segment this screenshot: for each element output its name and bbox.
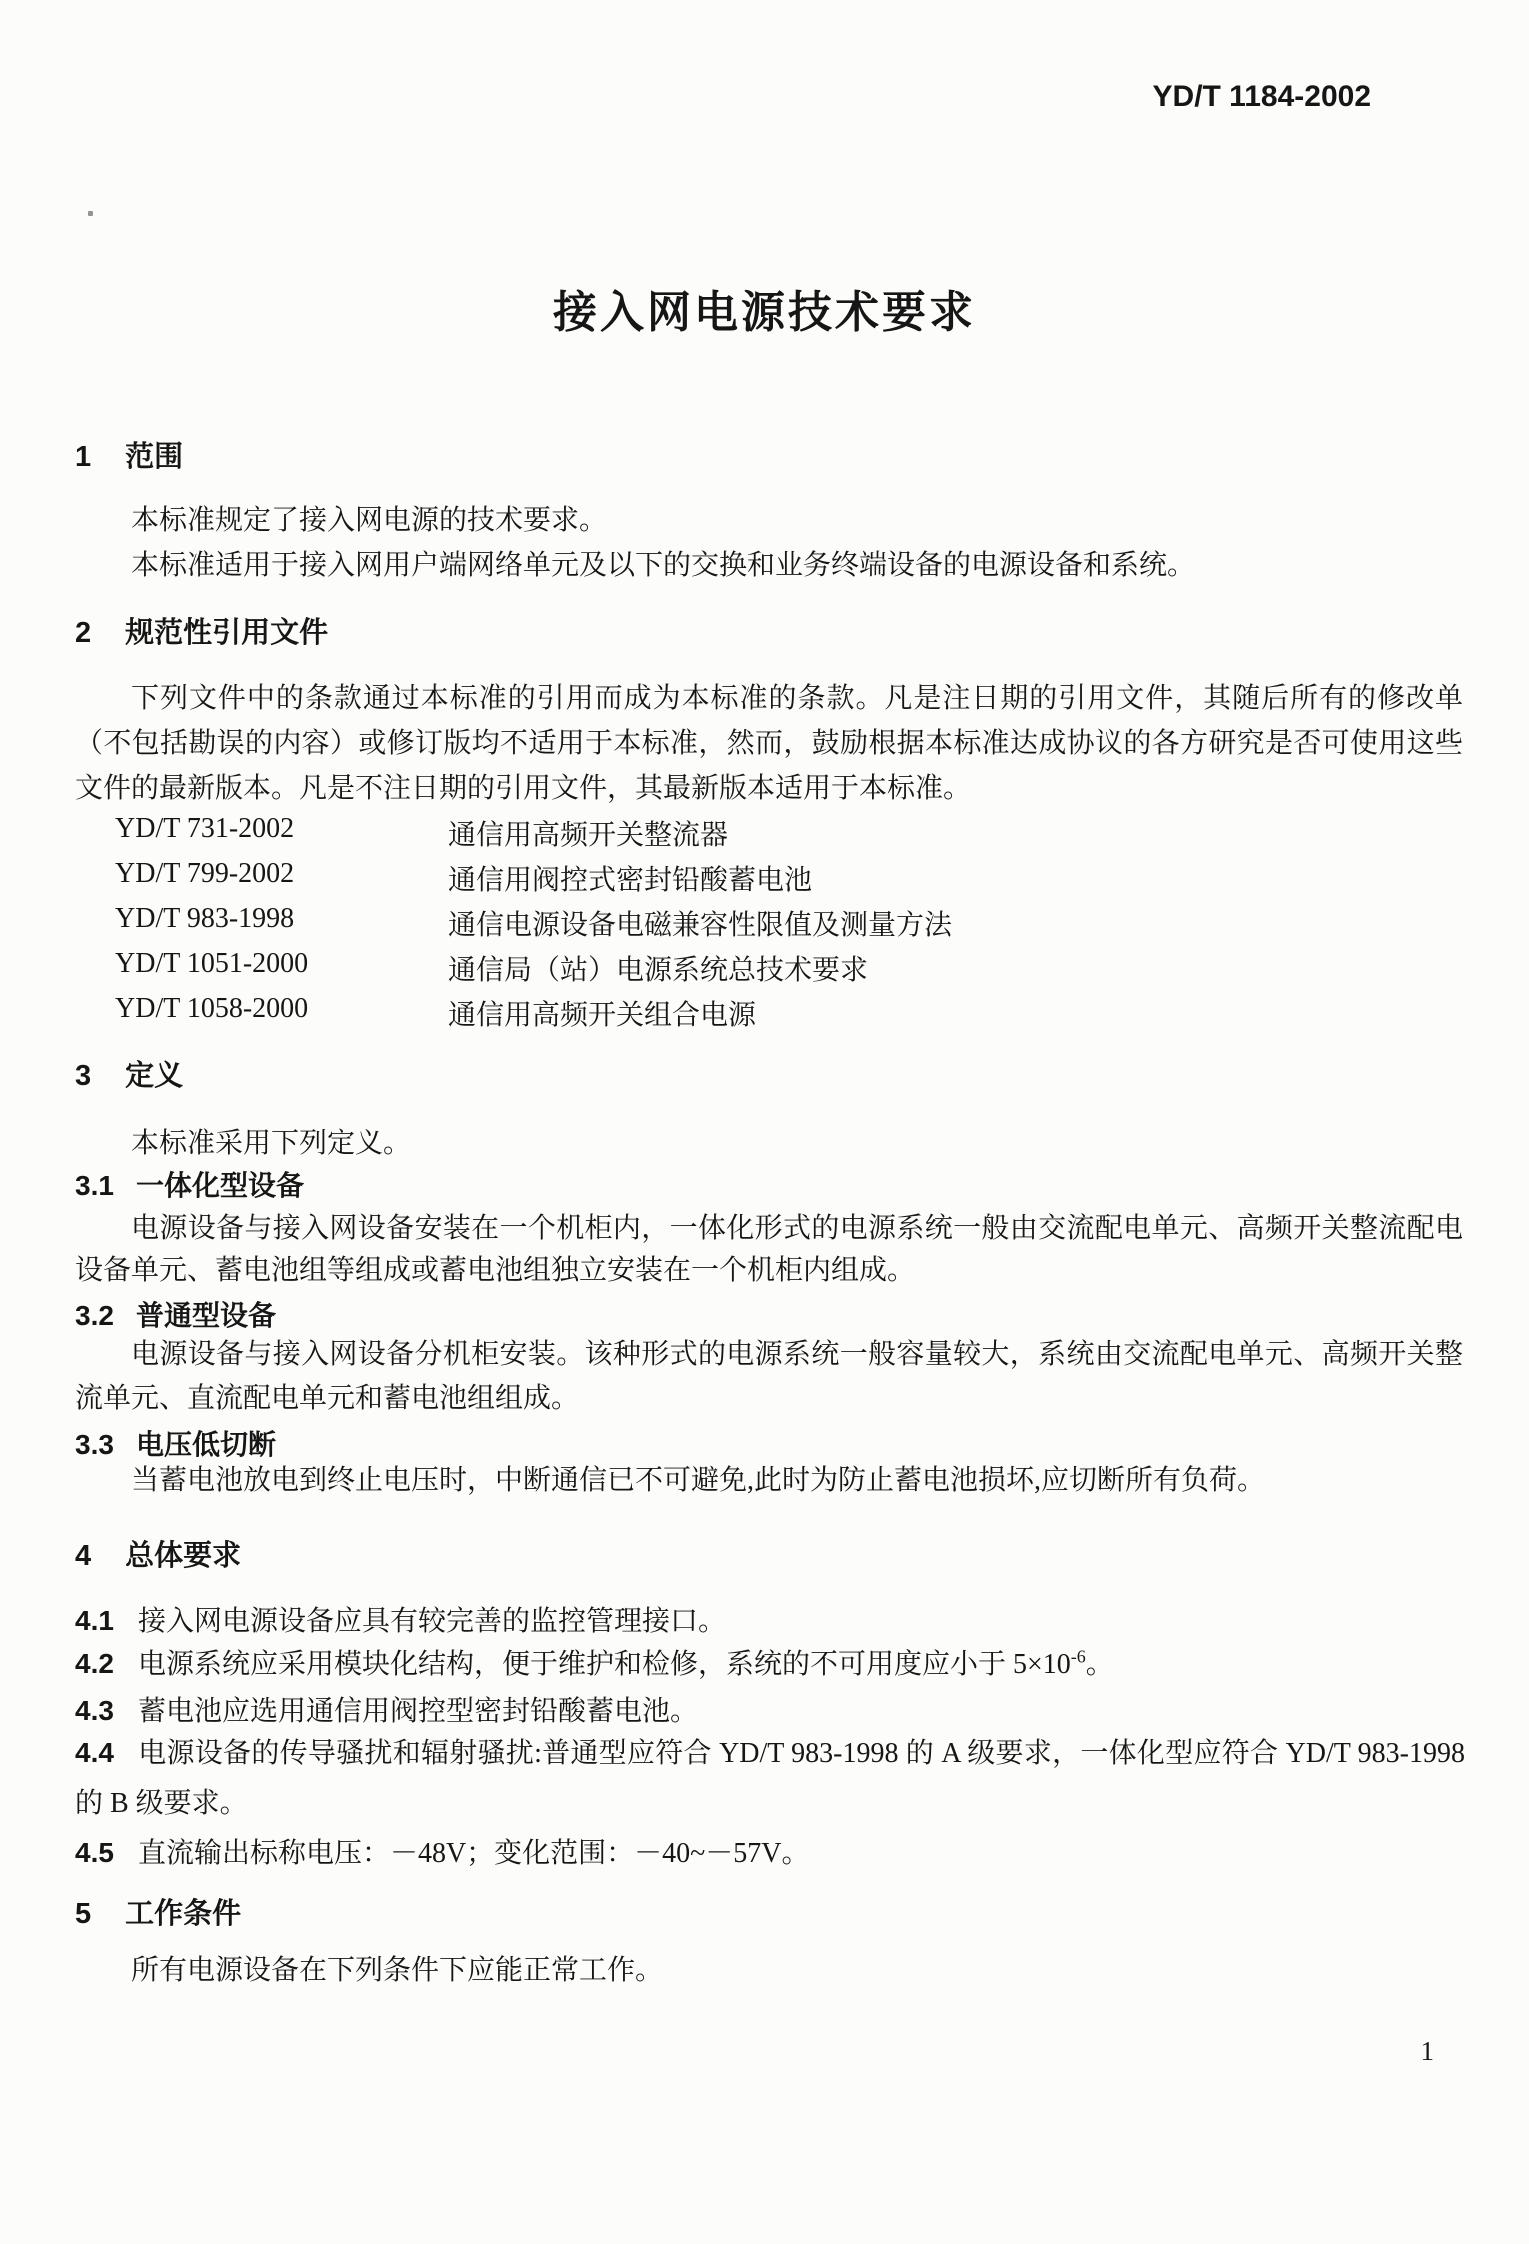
- reference-code: YD/T 1058-2000: [115, 993, 309, 1024]
- reference-code: YD/T 1051-2000: [115, 948, 309, 979]
- clause-4-2: [75, 1641, 1465, 1688]
- subsection-3-2-number: 3.2: [75, 1300, 114, 1331]
- clause-4-1-number: 4.1: [75, 1605, 114, 1636]
- clause-4-2-number: 4.2: [75, 1648, 114, 1679]
- reference-title: 通信用高频开关组合电源: [448, 1000, 757, 1031]
- section-5-number: 5: [75, 1898, 92, 1930]
- reference-list: [115, 813, 1455, 1038]
- clause-4-4-number: 4.4: [75, 1737, 114, 1768]
- reference-row: [115, 948, 1455, 993]
- subsection-3-2-heading: [75, 1294, 276, 1334]
- clause-4-1: [75, 1598, 1465, 1645]
- page-number: 1: [1420, 2036, 1434, 2066]
- section-2-title: 规范性引用文件: [125, 617, 329, 649]
- clause-4-3-number: 4.3: [75, 1695, 114, 1726]
- section-3-heading: [75, 1053, 183, 1094]
- reference-title: 通信电源设备电磁兼容性限值及测量方法: [448, 910, 953, 941]
- section-2-number: 2: [75, 617, 92, 649]
- subsection-3-1-body: 电源设备与接入网设备安装在一个机柜内，一体化形式的电源系统一般由交流配电单元、高频开关整流配电设备单元、蓄电池组等组成或蓄电池组独立安装在一个机柜内组成。: [75, 1213, 1463, 1286]
- clause-4-2-text: 电源系统应采用模块化结构，便于维护和检修，系统的不可用度应小于 5×10: [137, 1649, 1071, 1680]
- section-5-paragraph: 所有电源设备在下列条件下应能正常工作。: [131, 1955, 664, 1986]
- clause-4-5-number: 4.5: [75, 1837, 114, 1868]
- reference-code: YD/T 731-2002: [115, 813, 295, 844]
- subsection-3-3-heading: [75, 1423, 276, 1463]
- section-3-number: 3: [75, 1060, 92, 1092]
- reference-code: YD/T 983-1998: [115, 903, 295, 934]
- section-1-paragraph-1: 本标准规定了接入网电源的技术要求。: [131, 505, 608, 536]
- section-5-title: 工作条件: [125, 1898, 242, 1930]
- clause-4-4: [75, 1728, 1465, 1829]
- section-3-title: 定义: [125, 1060, 184, 1092]
- section-1-title: 范围: [125, 441, 184, 473]
- clause-4-4-text: 电源设备的传导骚扰和辐射骚扰:普通型应符合 YD/T 983-1998 的 A 级要求，一体化型应符合 YD/T 983-1998 的 B 级要求。: [75, 1738, 1465, 1819]
- document-title: 接入网电源技术要求: [553, 288, 976, 337]
- section-4-heading: [75, 1533, 241, 1574]
- reference-row: [115, 903, 1455, 948]
- subsection-3-2-title: 普通型设备: [135, 1300, 276, 1331]
- reference-row: [115, 858, 1455, 903]
- reference-code: YD/T 799-2002: [115, 858, 295, 889]
- section-2-paragraph: 下列文件中的条款通过本标准的引用而成为本标准的条款。凡是注日期的引用文件，其随后所有的修改单（不包括勘误的内容）或修订版均不适用于本标准，然而，鼓励根据本标准达成协议的各方研究是否可使用这些文件的最新版本。凡是不注日期的引用文件，其最新版本适用于本标准。: [75, 683, 1463, 804]
- clause-4-3-text: 蓄电池应选用通信用阀控型密封铅酸蓄电池。: [137, 1696, 698, 1727]
- section-3-intro: 本标准采用下列定义。: [131, 1128, 412, 1159]
- section-1-heading: [75, 434, 183, 475]
- reference-title: 通信用阀控式密封铅酸蓄电池: [448, 865, 813, 896]
- clause-4-5: [75, 1830, 1465, 1877]
- subsection-3-1-title: 一体化型设备: [135, 1170, 304, 1201]
- section-2-heading: [75, 610, 328, 651]
- section-5-heading: [75, 1891, 241, 1932]
- section-1-number: 1: [75, 441, 92, 473]
- subsection-3-3-title: 电压低切断: [135, 1429, 276, 1460]
- subsection-3-3-number: 3.3: [75, 1429, 114, 1460]
- clause-4-1-text: 接入网电源设备应具有较完善的监控管理接口。: [137, 1606, 726, 1637]
- clause-4-2-exponent: -6: [1070, 1646, 1086, 1667]
- subsection-3-3-body: 当蓄电池放电到终止电压时，中断通信已不可避免,此时为防止蓄电池损坏,应切断所有负荷。: [131, 1465, 1266, 1496]
- subsection-3-1-number: 3.1: [75, 1170, 114, 1201]
- clause-4-2-tail: 。: [1085, 1649, 1114, 1680]
- reference-row: [115, 813, 1455, 858]
- clause-4-5-text: 直流输出标称电压：－48V；变化范围：－40~－57V。: [137, 1838, 810, 1869]
- reference-title: 通信用高频开关整流器: [448, 820, 729, 851]
- section-4-number: 4: [75, 1540, 92, 1572]
- subsection-3-2-body: 电源设备与接入网设备分机柜安装。该种形式的电源系统一般容量较大，系统由交流配电单元、高频开关整流单元、直流配电单元和蓄电池组组成。: [75, 1339, 1463, 1414]
- reference-row: [115, 993, 1455, 1038]
- reference-title: 通信局（站）电源系统总技术要求: [448, 955, 869, 986]
- scan-speck: [88, 211, 93, 216]
- standard-number-header: YD/T 1184-2002: [1152, 80, 1371, 113]
- subsection-3-1-heading: [75, 1164, 304, 1204]
- section-4-title: 总体要求: [125, 1540, 242, 1572]
- section-1-paragraph-2: 本标准适用于接入网用户端网络单元及以下的交换和业务终端设备的电源设备和系统。: [131, 550, 1196, 581]
